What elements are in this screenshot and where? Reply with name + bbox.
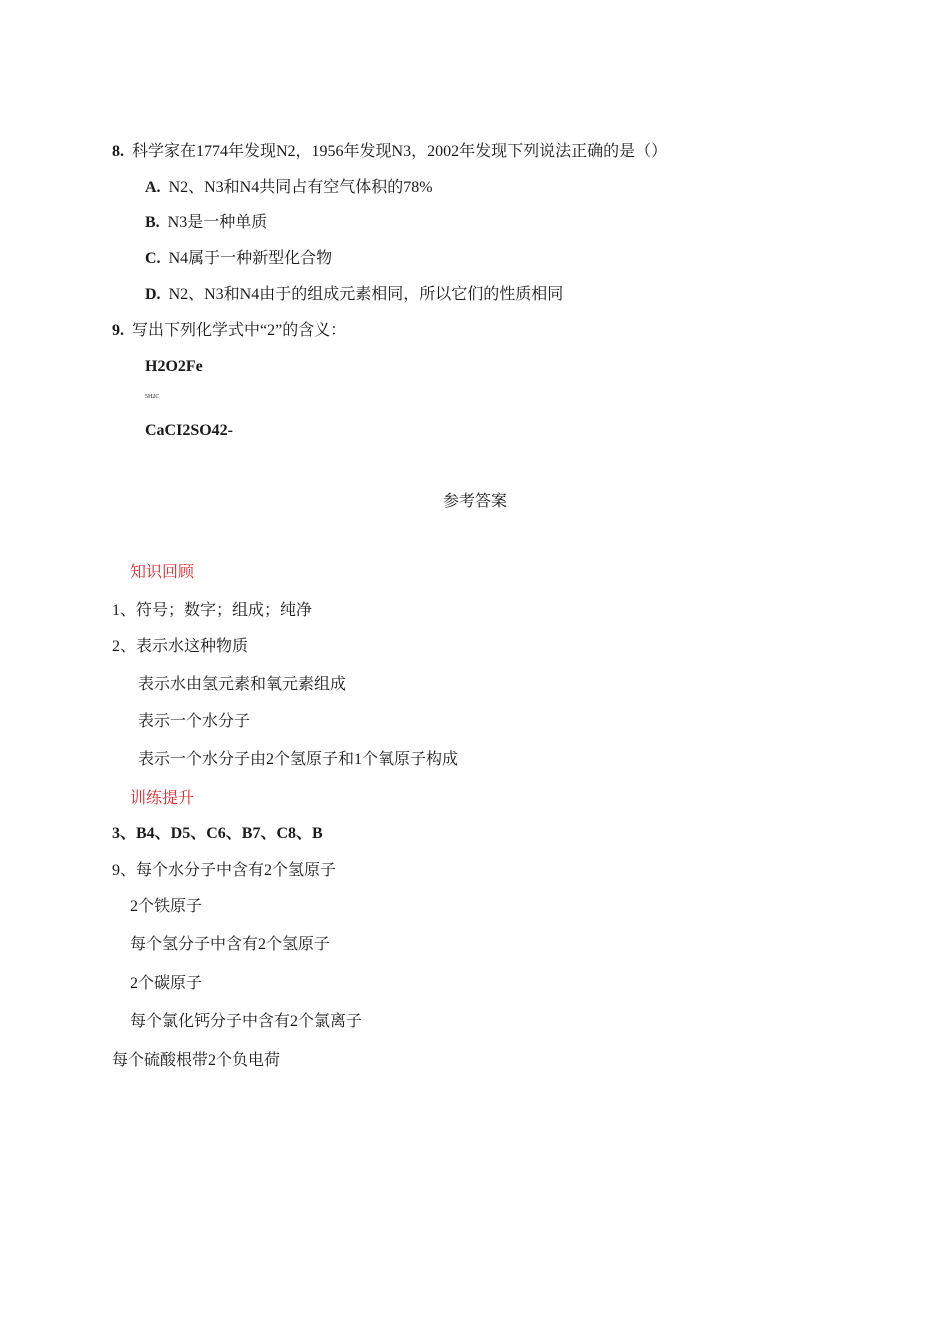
q9-formula-1: H2O2Fe bbox=[145, 358, 203, 375]
q9-stem bbox=[112, 321, 346, 341]
option-text: N2、N3和N4共同占有空气体积的78% bbox=[168, 179, 433, 196]
option-letter: A. bbox=[145, 179, 161, 196]
answer-1: 1、符号；数字；组成；纯净 bbox=[112, 602, 313, 619]
option-text: N3是一种单质 bbox=[167, 214, 268, 231]
answer-2-line-2: 表示水由氢元素和氧元素组成 bbox=[138, 676, 347, 693]
section-practice-heading: 训练提升 bbox=[130, 790, 195, 807]
option-letter: B. bbox=[145, 214, 160, 231]
option-letter: D. bbox=[145, 286, 161, 303]
answer-9: 9、每个水分子中含有2个氢原子 bbox=[112, 862, 337, 879]
q8-stem bbox=[112, 142, 667, 162]
q8-option-a bbox=[145, 178, 433, 198]
answer-2-line-3: 表示一个水分子 bbox=[138, 713, 251, 730]
answer-2: 2、表示水这种物质 bbox=[112, 638, 249, 655]
section-review-heading: 知识回顾 bbox=[130, 564, 195, 581]
option-letter: C. bbox=[145, 250, 161, 267]
option-text: N2、N3和N4由于的组成元素相同，所以它们的性质相同 bbox=[168, 286, 564, 303]
q8-number: 8. bbox=[112, 143, 124, 160]
q9-formula-2: CaCI2SO42- bbox=[145, 422, 234, 439]
answer-9-line-5: 每个氯化钙分子中含有2个氯离子 bbox=[130, 1013, 363, 1030]
answers-title: 参考答案 bbox=[442, 493, 507, 510]
option-text: N4属于一种新型化合物 bbox=[168, 250, 333, 267]
q9-formula-small: 5H2C bbox=[145, 394, 160, 400]
answer-9-line-6: 每个硫酸根带2个负电荷 bbox=[112, 1052, 281, 1069]
q8-option-c bbox=[145, 249, 332, 269]
answer-9-line-3: 每个氢分子中含有2个氢原子 bbox=[130, 936, 331, 953]
q8-option-b bbox=[145, 213, 267, 233]
q9-stem-text: 写出下列化学式中“2”的含义： bbox=[132, 322, 347, 339]
q8-stem-text: 科学家在1774年发现N2，1956年发现N3，2002年发现下列说法正确的是（） bbox=[132, 143, 668, 160]
answer-9-line-2: 2个铁原子 bbox=[130, 898, 203, 915]
q8-option-d bbox=[145, 285, 563, 305]
answer-3-8: 3、B4、D5、C6、B7、C8、B bbox=[112, 825, 323, 842]
answer-2-line-4: 表示一个水分子由2个氢原子和1个氧原子构成 bbox=[138, 751, 459, 768]
answer-9-line-4: 2个碳原子 bbox=[130, 975, 203, 992]
q9-number: 9. bbox=[112, 322, 124, 339]
